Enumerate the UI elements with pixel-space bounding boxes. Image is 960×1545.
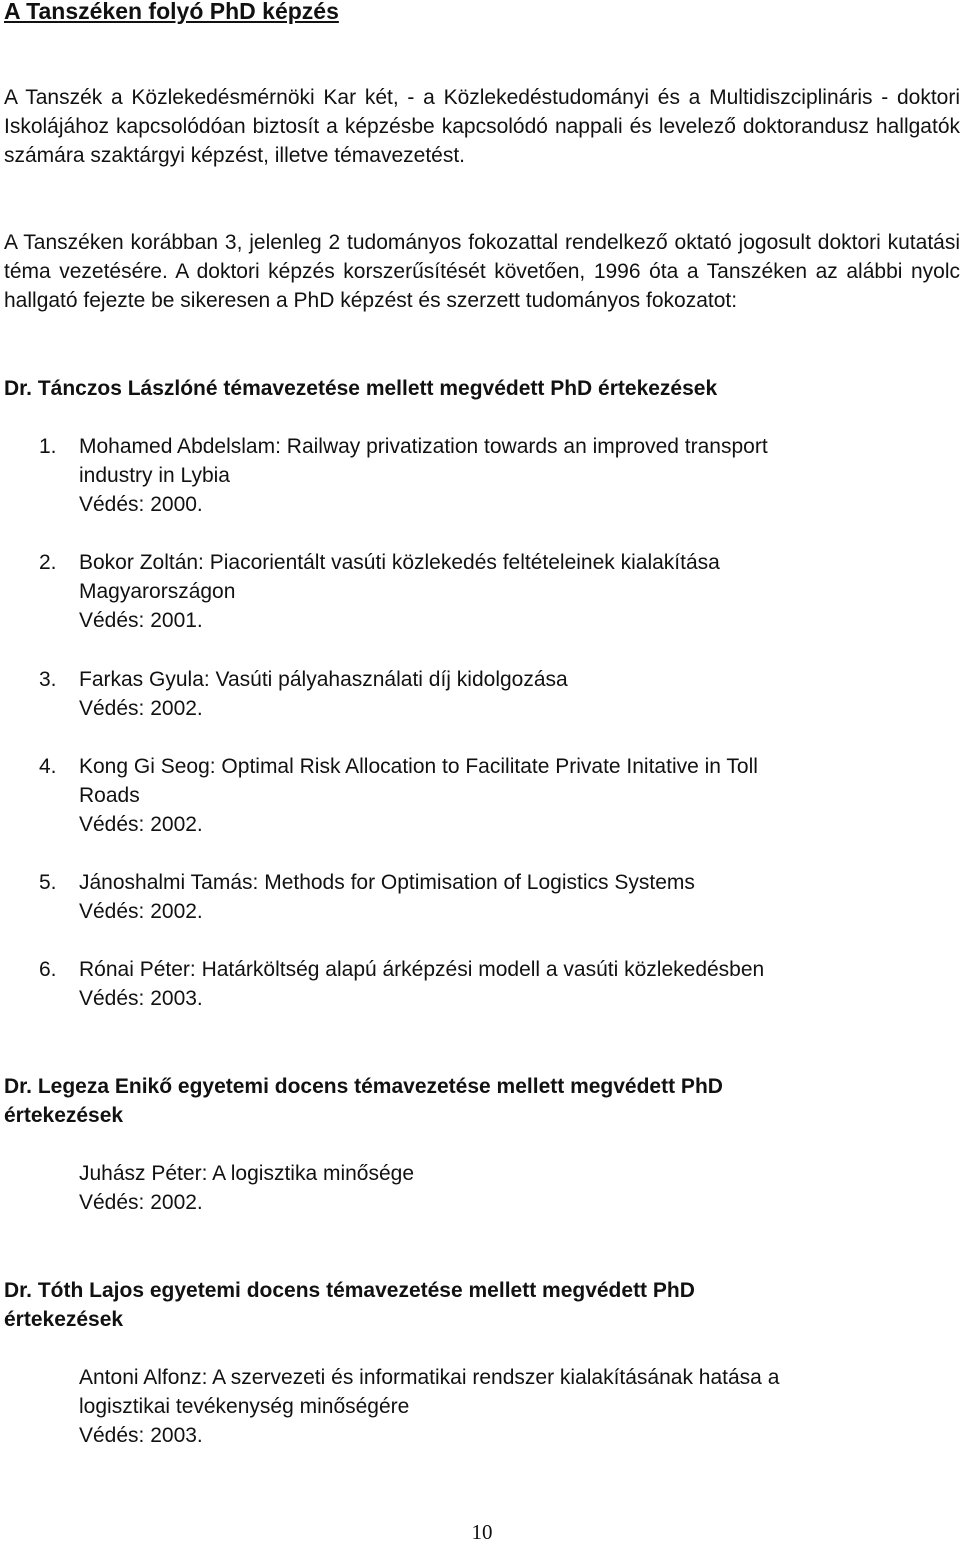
thesis-defense: Védés: 2002.: [79, 1191, 203, 1214]
thesis-title: Juhász Péter: A logisztika minősége: [79, 1162, 415, 1185]
section-heading-line: értekezések: [4, 1104, 124, 1127]
thesis-defense: Védés: 2003.: [79, 1424, 203, 1447]
intro-paragraph-1: A Tanszék a Közlekedésmérnöki Kar két, - a Közlekedéstudományi és a Multidiszciplináris - doktori Iskolájához kapcsolódóan biztosít a képzésbe kapcsolódó nappali és levelező doktorandusz hallgatók számára szaktárgyi képzést, illetve témavezetést.: [4, 86, 960, 167]
thesis-entry: [79, 1159, 949, 1217]
section-heading-line: Dr. Tóth Lajos egyetemi docens témavezetése mellett megvédett PhD: [4, 1279, 695, 1302]
list-item-title: Kong Gi Seog: Optimal Risk Allocation to Facilitate Private Initative in Toll: [79, 755, 758, 778]
list-item-title-cont: industry in Lybia: [79, 464, 230, 487]
list-item-defense: Védés: 2002.: [79, 900, 203, 923]
section-heading-line: értekezések: [4, 1308, 124, 1331]
section-heading-tanczos: Dr. Tánczos Lászlóné témavezetése mellett megvédett PhD értekezések: [4, 377, 718, 400]
list-item-defense: Védés: 2002.: [79, 697, 203, 720]
list-item-title: Jánoshalmi Tamás: Methods for Optimisation of Logistics Systems: [79, 871, 695, 894]
list-item-title: Mohamed Abdelslam: Railway privatization towards an improved transport: [79, 435, 768, 458]
list-item-number: 2.: [39, 551, 57, 574]
list-item-number: 6.: [39, 958, 57, 981]
section-heading-toth: [4, 1276, 960, 1334]
list-item-number: 1.: [39, 435, 57, 458]
list-item-number: 4.: [39, 755, 57, 778]
list-item-title-cont: Roads: [79, 784, 140, 807]
thesis-entry: [79, 1363, 949, 1450]
list-item-defense: Védés: 2003.: [79, 987, 203, 1010]
list-item-number: 3.: [39, 668, 57, 691]
list-item-defense: Védés: 2001.: [79, 609, 203, 632]
page-title: A Tanszéken folyó PhD képzés: [4, 0, 339, 24]
section-heading-line: Dr. Legeza Enikő egyetemi docens témavezetése mellett megvédett PhD: [4, 1075, 723, 1098]
list-item-title: Farkas Gyula: Vasúti pályahasználati díj kidolgozása: [79, 668, 568, 691]
thesis-title: Antoni Alfonz: A szervezeti és informatikai rendszer kialakításának hatása a: [79, 1366, 780, 1389]
list-item-title: Rónai Péter: Határköltség alapú árképzési modell a vasúti közlekedésben: [79, 958, 765, 981]
list-item-title-cont: Magyarországon: [79, 580, 236, 603]
intro-paragraph-2: A Tanszéken korábban 3, jelenleg 2 tudományos fokozattal rendelkező oktató jogosult doktori kutatási téma vezetésére. A doktori képzés korszerűsítését követően, 1996 óta a Tanszéken az alábbi nyolc hallgató fejezte be sikeresen a PhD képzést és szerzett tudományos fokozatot:: [4, 231, 960, 312]
page-number: 10: [471, 1520, 493, 1544]
thesis-title-cont: logisztikai tevékenység minőségére: [79, 1395, 410, 1418]
list-item-number: 5.: [39, 871, 57, 894]
list-item-defense: Védés: 2002.: [79, 813, 203, 836]
list-item-defense: Védés: 2000.: [79, 493, 203, 516]
list-item-title: Bokor Zoltán: Piacorientált vasúti közlekedés feltételeinek kialakítása: [79, 551, 720, 574]
section-heading-legeza: [4, 1072, 960, 1130]
